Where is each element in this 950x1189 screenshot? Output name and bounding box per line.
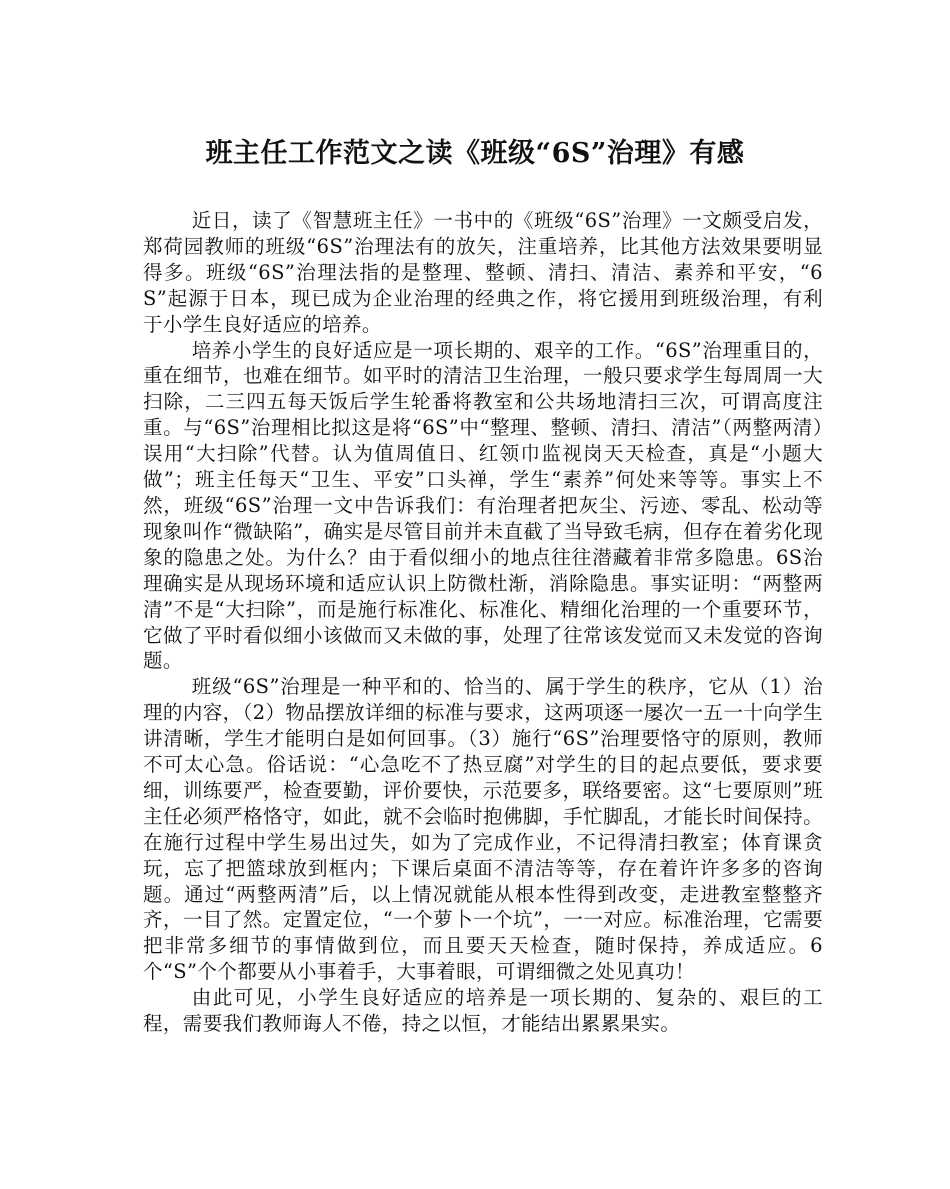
paragraph-3: 班级“6S”治理是一种平和的、恰当的、属于学生的秩序，它从（1）治理的内容，（2）物品摆放详细的标准与要求，这两项逐一屡次一五一十向学生讲清晰，学生才能明白是如何回事。（3）施行“6S”治理要恪守的原则，教师不可太心急。俗话说：“心急吃不了热豆腐”对学生的目的起点要低，要求要细，训练要严，检查要勤，评价要快，示范要多，联络要密。这“七要原则”班主任必须严格恪守，如此，就不会临时抱佛脚，手忙脚乱，才能长时间保持。在施行过程中学生易出过失，如为了完成作业，不记得清扫教室；体育课贪玩，忘了把篮球放到框内；下课后桌面不清洁等等，存在着许许多多的咨询题。通过“两整两清”后，以上情况就能从根本性得到改变，走进教室整整齐齐，一目了然。定置定位，“一个萝卜一个坑”，一一对应。标准治理，它需要把非常多细节的事情做到位，而且要天天检查，随时保持，养成适应。6个“S”个个都要从小事着手，大事着眼，可谓细微之处见真功！: [143, 675, 823, 984]
document-title: 班主任工作范文之读《班级“6S”治理》有感: [205, 138, 745, 169]
paragraph-4: 由此可见，小学生良好适应的培养是一项长期的、复杂的、艰巨的工程，需要我们教师诲人不倦，持之以恒，才能结出累累果实。: [143, 986, 823, 1036]
paragraph-1: 近日，读了《智慧班主任》一书中的《班级“6S”治理》一文颇受启发，郑荷园教师的班级“6S”治理法有的放矢，注重培养，比其他方法效果要明显得多。班级“6S”治理法指的是整理、整顿、清扫、清洁、素养和平安，“6S”起源于日本，现已成为企业治理的经典之作，将它援用到班级治理，有利于小学生良好适应的培养。: [143, 209, 823, 336]
document-body: [143, 208, 823, 1037]
paragraph-2: 培养小学生的良好适应是一项长期的、艰辛的工作。“6S”治理重目的，重在细节，也难在细节。如平时的清洁卫生治理，一般只要求学生每周周一大扫除，二三四五每天饭后学生轮番将教室和公共场地清扫三次，可谓高度注重。与“6S”治理相比拟这是将“6S”中“整理、整顿、清扫、清洁”（两整两清）误用“大扫除”代替。认为值周值日、红领巾监视岗天天检查，真是“小题大做”；班主任每天“卫生、平安”口头禅，学生“素养”何处来等等。事实上不然，班级“6S”治理一文中告诉我们：有治理者把灰尘、污迹、零乱、松动等现象叫作“微缺陷”，确实是尽管目前并未直截了当导致毛病，但存在着劣化现象的隐患之处。为什么？由于看似细小的地点往往潜藏着非常多隐患。6S治理确实是从现场环境和适应认识上防微杜渐，消除隐患。事实证明：“两整两清”不是“大扫除”，而是施行标准化、标准化、精细化治理的一个重要环节，它做了平时看似细小该做而又未做的事，处理了往常该发觉而又未发觉的咨询题。: [143, 338, 823, 673]
